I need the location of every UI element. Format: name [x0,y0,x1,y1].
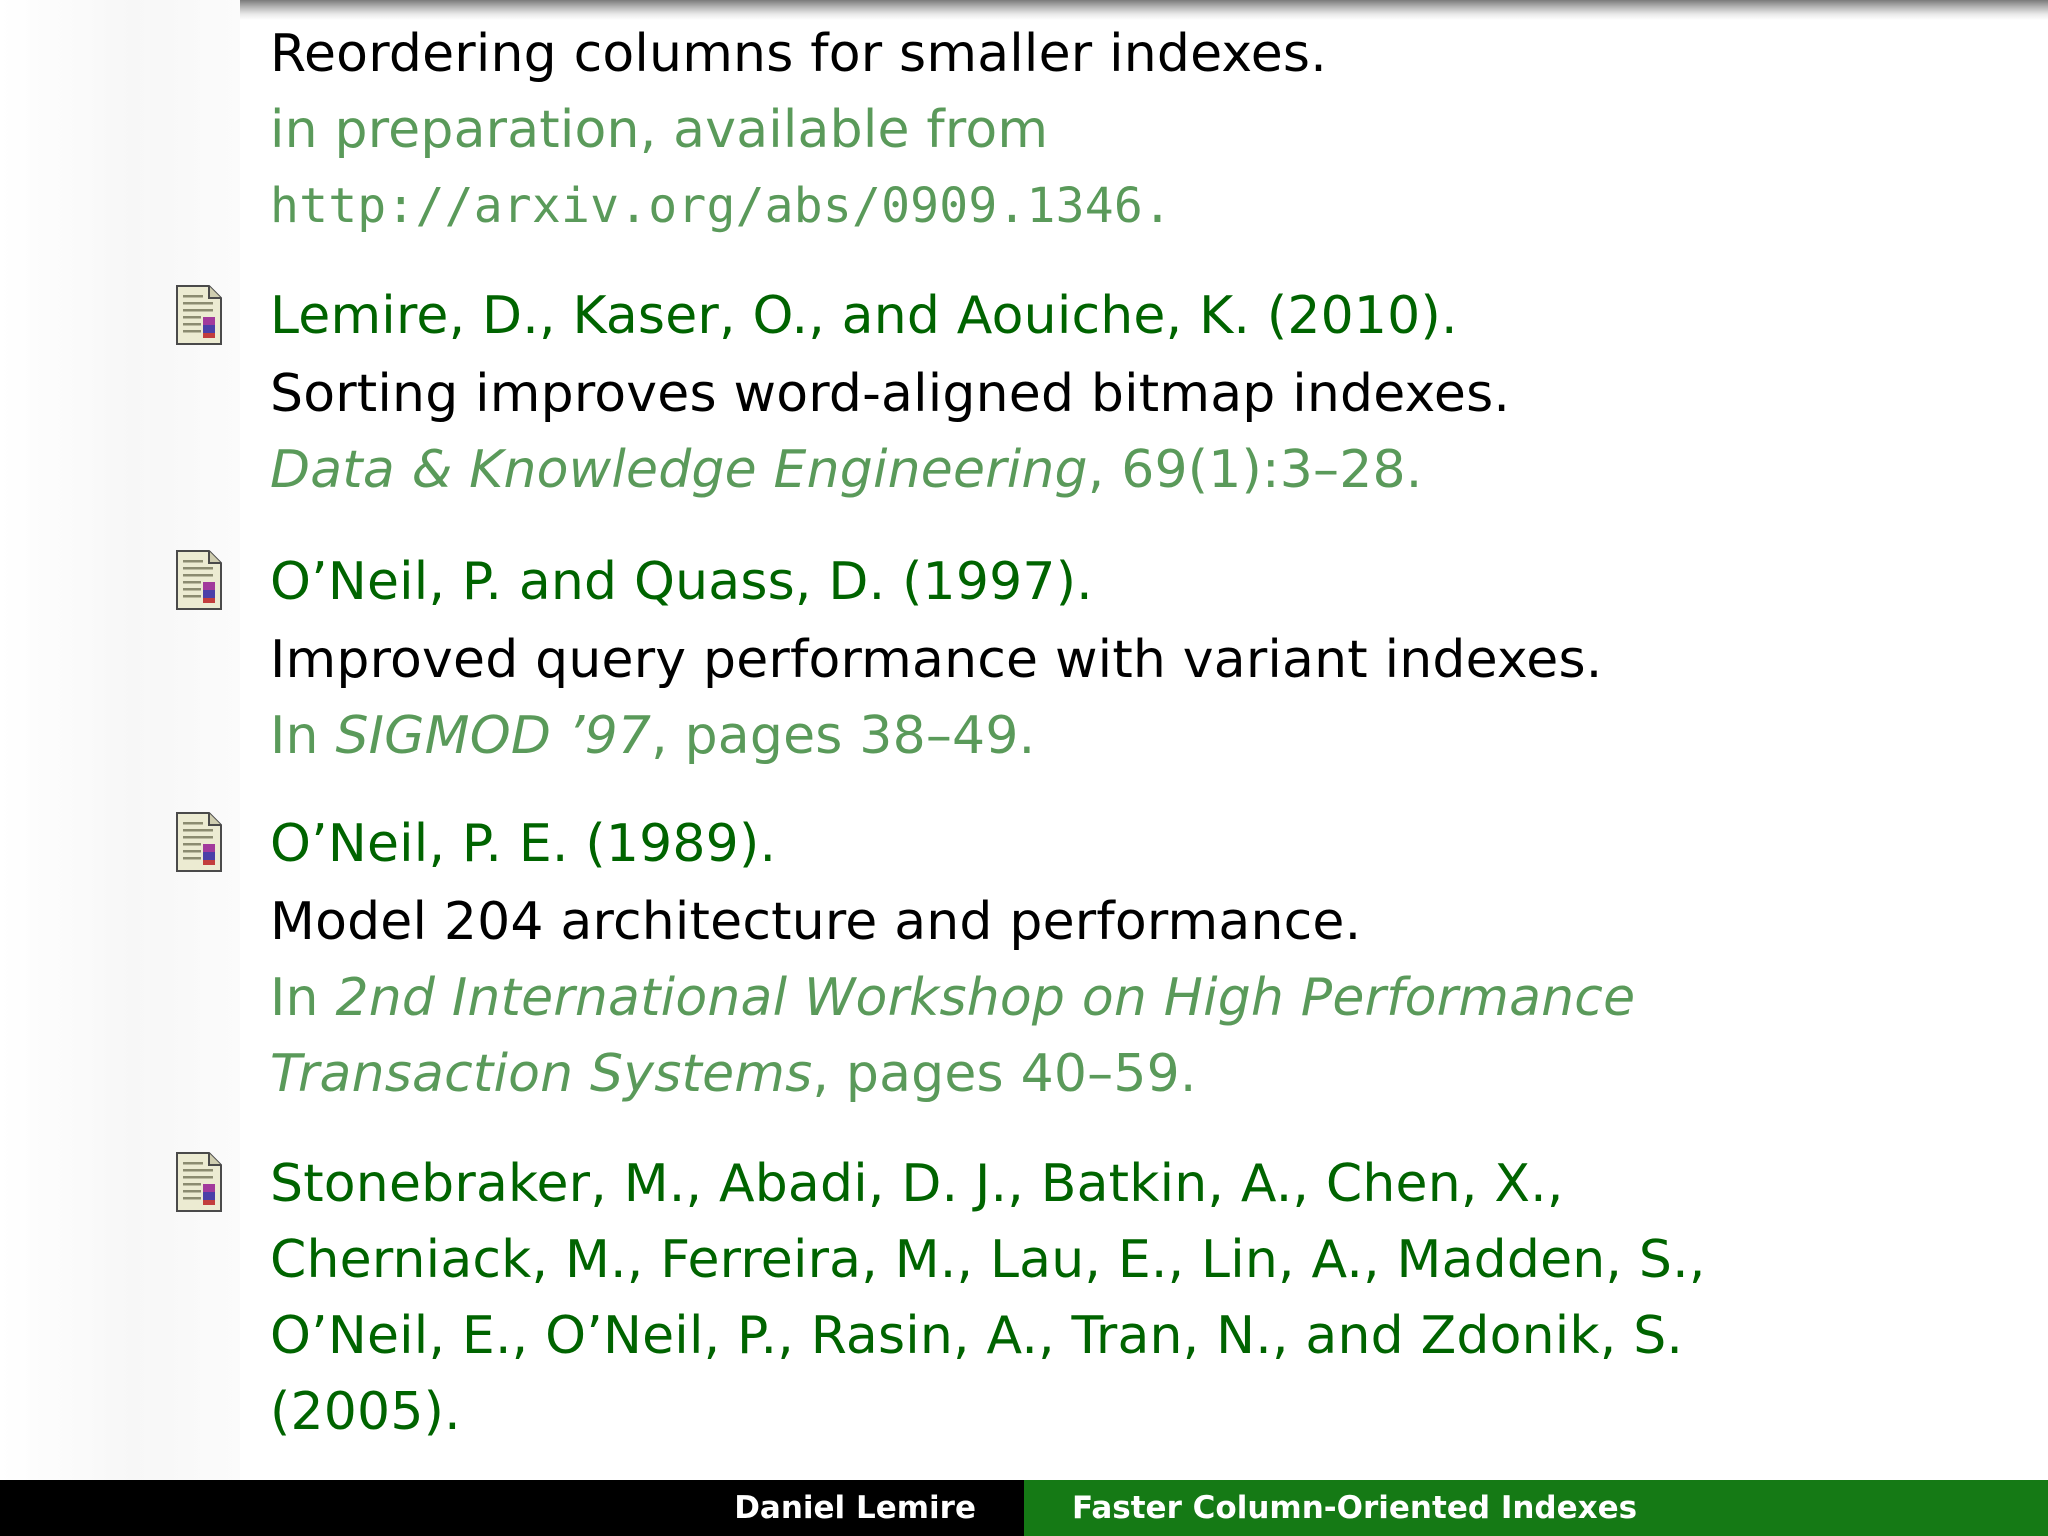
footer-talk-title: Faster Column-Oriented Indexes [1072,1490,1638,1526]
footer-author-box [0,1480,1024,1536]
footer-bar [0,1480,2048,1536]
reference-url[interactable]: http://arxiv.org/abs/0909.1346. [270,178,1173,234]
reference-authors: Cherniack, M., Ferreira, M., Lau, E., Lin, A., Madden, S., [270,1230,1706,1290]
reference-authors: O’Neil, P. and Quass, D. (1997). [270,552,1093,612]
reference-authors: O’Neil, P. E. (1989). [270,814,777,874]
reference-publication: in preparation, available from [270,100,1049,160]
reference-publication: Data & Knowledge Engineering, 69(1):3–28. [270,440,1423,500]
reference-publication: In 2nd International Workshop on High Performance [270,968,1636,1028]
reference-authors: Lemire, D., Kaser, O., and Aouiche, K. (2010). [270,286,1458,346]
footer-title-box [1024,1480,2048,1536]
reference-publication: In SIGMOD ’97, pages 38–49. [270,706,1036,766]
footer-author: Daniel Lemire [734,1490,976,1526]
document-icon [175,812,223,872]
reference-authors: (2005). [270,1382,461,1442]
reference-title: Model 204 architecture and performance. [270,892,1362,952]
reference-title: Sorting improves word-aligned bitmap indexes. [270,364,1511,424]
reference-publication: Transaction Systems, pages 40–59. [270,1044,1197,1104]
document-icon [175,285,223,345]
reference-authors: O’Neil, E., O’Neil, P., Rasin, A., Tran, N., and Zdonik, S. [270,1306,1684,1366]
reference-authors: Stonebraker, M., Abadi, D. J., Batkin, A., Chen, X., [270,1154,1564,1214]
document-icon [175,1152,223,1212]
reference-title: Improved query performance with variant indexes. [270,630,1603,690]
reference-title: Reordering columns for smaller indexes. [270,24,1327,84]
document-icon [175,550,223,610]
